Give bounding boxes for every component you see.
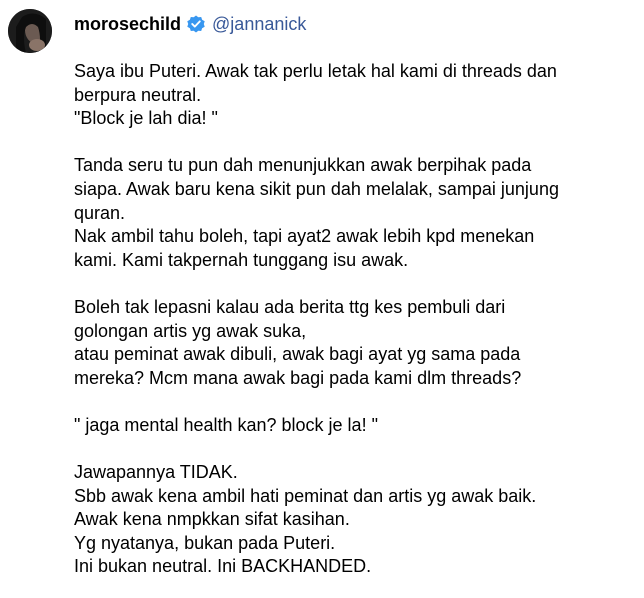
verified-badge-icon xyxy=(186,14,206,34)
caption-line: Saya ibu Puteri. Awak tak perlu letak hal kami di threads dan xyxy=(74,61,557,81)
caption-line: golongan artis yg awak suka, xyxy=(74,320,307,341)
caption-blank-line xyxy=(74,390,638,414)
caption-line: Boleh tak lepasni kalau ada berita ttg kes pembuli dari xyxy=(74,296,506,317)
mention-link[interactable]: @jannanick xyxy=(212,13,307,34)
caption-blank-line xyxy=(74,438,638,462)
caption-line: " jaga mental health kan? block je la! " xyxy=(74,414,378,435)
caption-blank-line xyxy=(74,131,638,155)
post-caption xyxy=(74,60,638,579)
caption-line: Ini bukan neutral. Ini BACKHANDED. xyxy=(74,556,372,577)
caption-line: Nak ambil tahu boleh, tapi ayat2 awak lebih kpd menekan xyxy=(74,226,535,247)
caption-line: Tanda seru tu pun dah menunjukkan awak berpihak pada xyxy=(74,155,532,176)
caption-line: atau peminat awak dibuli, awak bagi ayat yg sama pada xyxy=(74,344,521,365)
caption-line: kami. Kami takpernah tunggang isu awak. xyxy=(74,249,409,270)
caption-line: Jawapannya TIDAK. xyxy=(74,462,238,483)
caption-line: quran. xyxy=(74,202,126,223)
caption-line: Sbb awak kena ambil hati peminat dan artis yg awak baik. xyxy=(74,485,537,506)
username[interactable]: morosechild xyxy=(74,13,182,34)
caption-line: "Block je lah dia! " xyxy=(74,108,218,129)
avatar-image xyxy=(8,9,52,53)
caption-line: Awak kena nmpkkan sifat kasihan. xyxy=(74,509,350,530)
avatar[interactable] xyxy=(8,9,52,53)
caption-line: berpura neutral. xyxy=(74,84,202,105)
caption-line: mereka? Mcm mana awak bagi pada kami dlm threads? xyxy=(74,367,522,388)
caption-blank-line xyxy=(74,272,638,296)
caption-line: siapa. Awak baru kena sikit pun dah melalak, sampai junjung xyxy=(74,178,559,199)
post-header xyxy=(74,10,306,38)
caption-line: Yg nyatanya, bukan pada Puteri. xyxy=(74,532,336,553)
